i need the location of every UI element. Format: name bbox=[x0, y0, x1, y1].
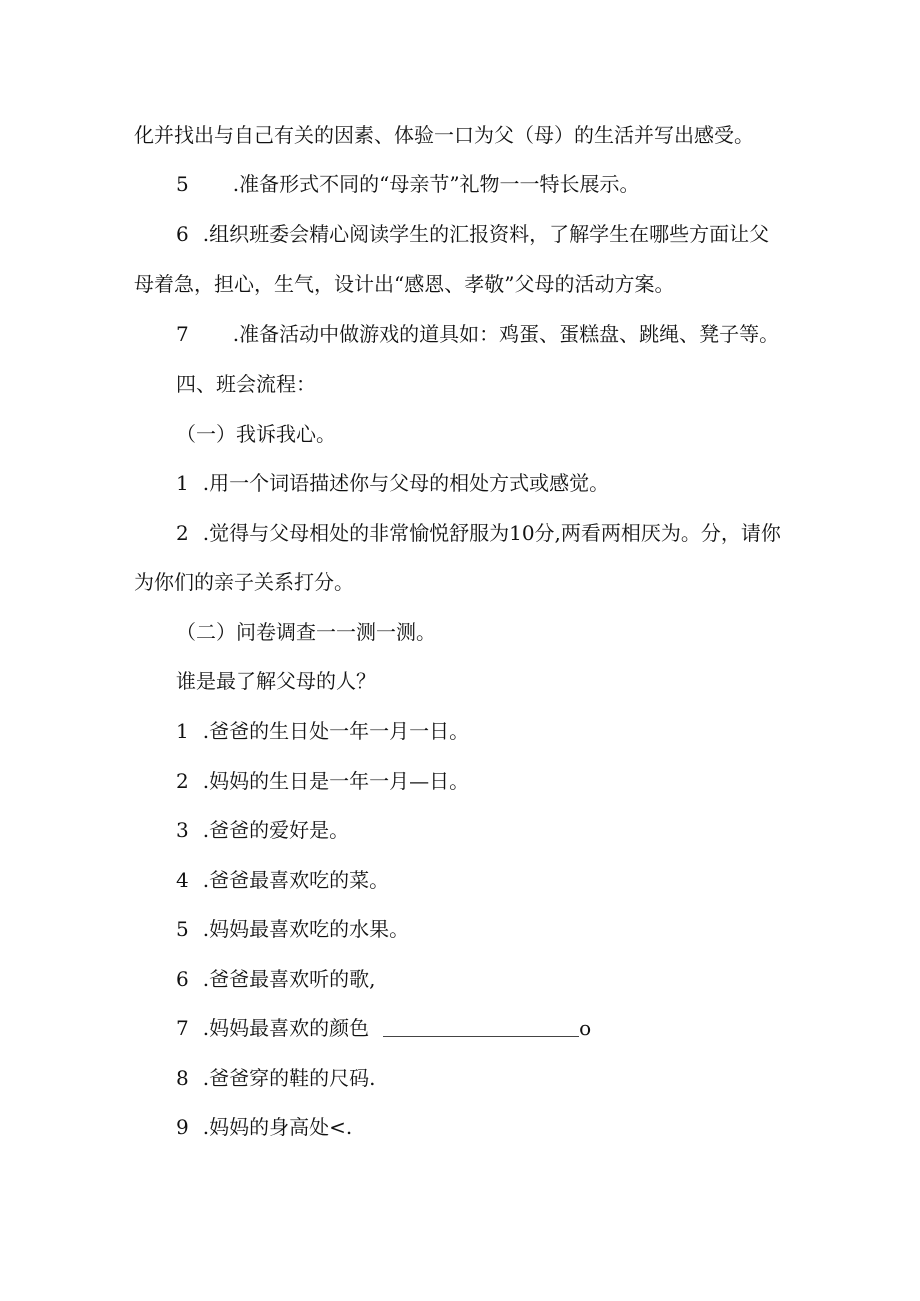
question-item bbox=[176, 1113, 352, 1141]
item-text: .爸爸最喜欢吃的菜。 bbox=[202, 868, 390, 892]
item-number: 3 bbox=[176, 818, 189, 842]
item-text: .组织班委会精心阅读学生的汇报资料，了解学生在哪些方面让父 bbox=[202, 222, 770, 246]
subsection-heading bbox=[176, 420, 336, 448]
item-text: .觉得与父母相处的非常愉悦舒服为10分,两看两相厌为。分，请你 bbox=[202, 521, 781, 545]
question-item bbox=[176, 915, 409, 943]
item-number: 5 bbox=[176, 917, 189, 941]
line-text: 谁是最了解父母的人？ bbox=[176, 669, 376, 693]
line-text: 母着急，担心，生气，设计出“感恩、孝敬”父母的活动方案。 bbox=[134, 272, 675, 296]
item-text: .爸爸最喜欢听的歌, bbox=[202, 967, 376, 991]
heading-text: （一）我诉我心。 bbox=[176, 422, 336, 446]
question-item bbox=[176, 965, 375, 993]
item-text: .用一个词语描述你与父母的相处方式或感觉。 bbox=[202, 471, 610, 495]
item-text: .妈妈的身高处<. bbox=[202, 1115, 353, 1139]
question-item bbox=[176, 1014, 591, 1042]
question-item bbox=[176, 767, 469, 795]
list-item bbox=[176, 469, 609, 497]
item-number: 7 bbox=[176, 1016, 189, 1040]
item-number: 6 bbox=[176, 967, 189, 991]
list-item-5-prep-gifts bbox=[176, 170, 640, 198]
item-number: 4 bbox=[176, 868, 189, 892]
item-number: 1 bbox=[176, 719, 189, 743]
item-text: .妈妈的生日是一年一月—日。 bbox=[202, 769, 470, 793]
item-number: 5 bbox=[176, 172, 189, 196]
item-text: .准备活动中做游戏的道具如：鸡蛋、蛋糕盘、跳绳、凳子等。 bbox=[232, 322, 780, 346]
question-item bbox=[176, 816, 349, 844]
item-number: 7 bbox=[176, 322, 189, 346]
list-item-6-committee bbox=[176, 220, 769, 248]
item-text: .妈妈最喜欢的颜色 bbox=[202, 1016, 370, 1040]
question-title bbox=[176, 667, 376, 695]
item-text: .爸爸的爱好是。 bbox=[202, 818, 350, 842]
heading-text: （二）问卷调查一一测一测。 bbox=[176, 620, 436, 644]
item-text: .爸爸穿的鞋的尺码. bbox=[202, 1066, 376, 1090]
list-item bbox=[176, 519, 781, 547]
answer-blank-line bbox=[383, 1018, 579, 1037]
item-text: .爸爸的生日处一年一月一日。 bbox=[202, 719, 470, 743]
question-item bbox=[176, 717, 469, 745]
paragraph-line bbox=[134, 121, 754, 149]
question-item bbox=[176, 1064, 375, 1092]
heading-text: 四、班会流程： bbox=[176, 372, 316, 396]
item-number: 9 bbox=[176, 1115, 189, 1139]
item-tail: o bbox=[579, 1016, 592, 1040]
paragraph-line bbox=[134, 568, 354, 596]
item-text: .妈妈最喜欢吃的水果。 bbox=[202, 917, 410, 941]
item-number: 2 bbox=[176, 769, 189, 793]
item-number: 6 bbox=[176, 222, 189, 246]
question-item bbox=[176, 866, 389, 894]
section-heading bbox=[176, 370, 316, 398]
item-text: .准备形式不同的“母亲节”礼物一一特长展示。 bbox=[232, 172, 640, 196]
item-number: 1 bbox=[176, 471, 189, 495]
list-item-7-props bbox=[176, 320, 779, 348]
item-number: 8 bbox=[176, 1066, 189, 1090]
item-number: 2 bbox=[176, 521, 189, 545]
subsection-heading bbox=[176, 618, 436, 646]
paragraph-line bbox=[134, 270, 674, 298]
line-text: 化并找出与自己有关的因素、体验一口为父（母）的生活并写出感受。 bbox=[134, 123, 754, 147]
line-text: 为你们的亲子关系打分。 bbox=[134, 570, 354, 594]
